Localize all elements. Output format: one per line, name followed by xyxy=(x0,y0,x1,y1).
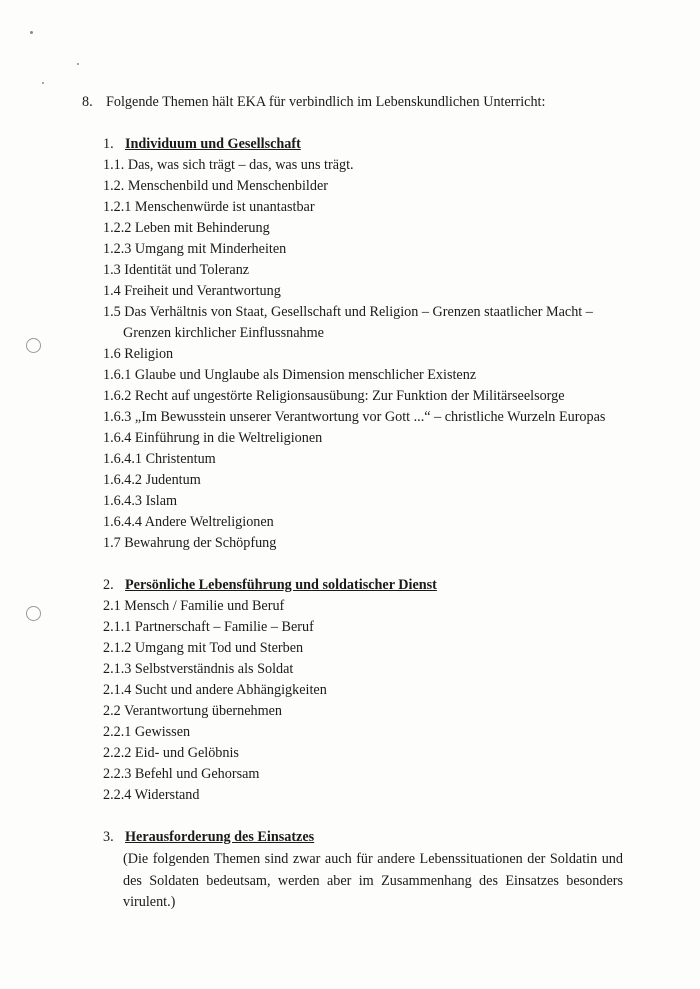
list-item: 2.1.3 Selbstverständnis als Soldat xyxy=(103,661,294,677)
punch-hole-top xyxy=(26,338,41,353)
list-item: 1.1. Das, was sich trägt – das, was uns trägt. xyxy=(103,157,354,173)
list-item: 2.1 Mensch / Familie und Beruf xyxy=(103,598,285,614)
section-number: 2. xyxy=(103,577,114,593)
list-item: 1.6.4.2 Judentum xyxy=(103,472,201,488)
scan-speck xyxy=(42,82,44,84)
list-item: 1.6.3 „Im Bewusstein unserer Verantwortung vor Gott ...“ – christliche Wurzeln Europas xyxy=(103,409,606,425)
list-item-continuation: Grenzen kirchlicher Einflussnahme xyxy=(123,325,324,341)
list-item: 2.2.2 Eid- und Gelöbnis xyxy=(103,745,239,761)
list-item: 2.2.4 Widerstand xyxy=(103,787,200,803)
list-item: 2.1.2 Umgang mit Tod und Sterben xyxy=(103,640,304,656)
list-item: 1.6.4 Einführung in die Weltreligionen xyxy=(103,430,323,446)
section-title: Individuum und Gesellschaft xyxy=(125,136,301,152)
list-item: 2.2.1 Gewissen xyxy=(103,724,191,740)
intro-line xyxy=(82,94,545,111)
scan-speck xyxy=(77,63,79,65)
list-item: 2.1.1 Partnerschaft – Familie – Beruf xyxy=(103,619,314,635)
list-item: 1.2.2 Leben mit Behinderung xyxy=(103,220,270,236)
list-item: 1.2.3 Umgang mit Minderheiten xyxy=(103,241,287,257)
intro-text: Folgende Themen hält EKA für verbindlich im Lebenskundlichen Unterricht: xyxy=(106,94,546,110)
section-paragraph: (Die folgenden Themen sind zwar auch für andere Lebenssituationen der Soldatin und des Soldaten bedeutsam, werden aber im Zusammenhang des Einsatzes besonders virulent.) xyxy=(123,851,623,910)
intro-number: 8. xyxy=(82,94,93,110)
list-item: 1.2.1 Menschenwürde ist unantastbar xyxy=(103,199,315,215)
section-heading xyxy=(103,575,623,596)
list-item: 1.7 Bewahrung der Schöpfung xyxy=(103,535,277,551)
section-number: 3. xyxy=(103,829,114,845)
section-heading xyxy=(103,827,623,848)
section-title: Persönliche Lebensführung und soldatischer Dienst xyxy=(125,577,437,593)
list-item: 1.4 Freiheit und Verantwortung xyxy=(103,283,281,299)
section-1 xyxy=(103,134,623,554)
list-item: 2.1.4 Sucht und andere Abhängigkeiten xyxy=(103,682,327,698)
list-item: 1.6.4.3 Islam xyxy=(103,493,178,509)
list-item: 1.6.1 Glaube und Unglaube als Dimension menschlicher Existenz xyxy=(103,367,477,383)
scan-speck xyxy=(30,31,33,34)
list-item: 1.5 Das Verhältnis von Staat, Gesellschaft und Religion – Grenzen staatlicher Macht – xyxy=(103,304,593,320)
list-item: 1.6.4.1 Christentum xyxy=(103,451,216,467)
section-number: 1. xyxy=(103,136,114,152)
section-3 xyxy=(103,827,623,914)
list-item: 1.6.4.4 Andere Weltreligionen xyxy=(103,514,274,530)
section-heading xyxy=(103,134,623,155)
punch-hole-bottom xyxy=(26,606,41,621)
list-item: 2.2.3 Befehl und Gehorsam xyxy=(103,766,260,782)
list-item: 1.2. Menschenbild und Menschenbilder xyxy=(103,178,328,194)
list-item: 1.3 Identität und Toleranz xyxy=(103,262,250,278)
list-item: 1.6 Religion xyxy=(103,346,174,362)
list-item: 1.6.2 Recht auf ungestörte Religionsausübung: Zur Funktion der Militärseelsorge xyxy=(103,388,565,404)
section-2 xyxy=(103,575,623,806)
section-title: Herausforderung des Einsatzes xyxy=(125,829,315,845)
list-item: 2.2 Verantwortung übernehmen xyxy=(103,703,283,719)
